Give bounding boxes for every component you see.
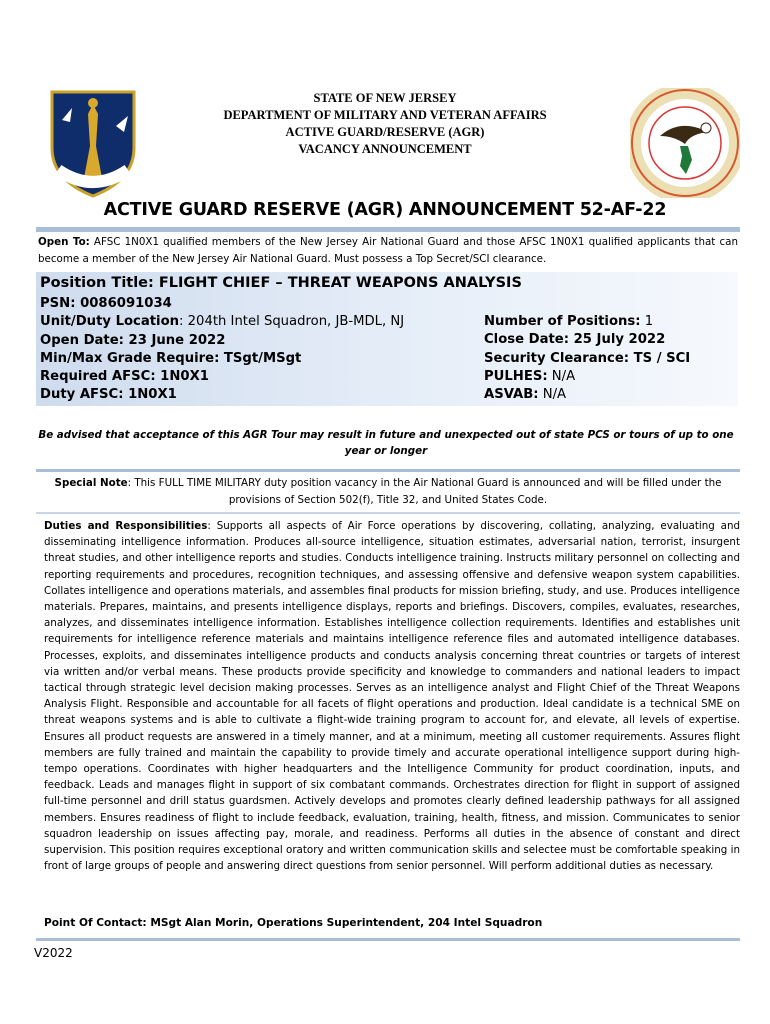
duties-label: Duties and Responsibilities xyxy=(44,520,208,532)
air-national-guard-logo xyxy=(42,86,144,198)
position-title: Position Title: FLIGHT CHIEF – THREAT WEAPONS ANALYSIS xyxy=(40,275,522,291)
duty-afsc: Duty AFSC: 1N0X1 xyxy=(40,387,177,403)
special-note-text: : This FULL TIME MILITARY duty position vacancy in the Air National Guard is announced and will be filled under the provisions of Section 502(f), Title 32, and United States Code. xyxy=(127,477,722,506)
duties-text: : Supports all aspects of Air Force operations by discovering, collating, analyzing, evaluating and disseminating intelligence information. Produces all-source intelligence, situation estimates, adversarial nation, terrorist, insurgent threat studies, and other intelligence reports and studies. Conducts intelligence training. Instructs military personnel on collecting and reporting requirements and procedures, recognition techniques, and assessing offensive and defensive weapon system capabilities. Collates intelligence and operations materials, and assembles final products for mission briefing, study, and use. Produces intelligence materials. Prepares, maintains, and presents intelligence displays, reports and briefings. Discovers, compiles, evaluates, researches, analyzes, and disseminates intelligence information. Establishes intelligence collection requirements. Identifies and establishes unit requirements for intelligence reference materials and maintains intelligence reference files and automated intelligence databases. Processes, exploits, and disseminates intelligence products and conducts analysis concerning threat countries or targets of interest via written and/or verbal means. These products provide specificity and knowledge to commanders and national leaders to impact tactical through strategic level decision making processes. Serves as an intelligence analyst and Flight Chief of the Threat Weapons Analysis Flight. Responsible and accountable for all facets of flight operations and production. Ideal candidate is a technical SME on threat weapons systems and is able to cultivate a flight-wide training program to account for, and elevate, all levels of expertise. Ensures all product requests are answered in a timely manner, and at a minimum, meeting all customer requirements. Assures flight members are fully trained and maintain the capability to provide timely and accurate operational intelligence support during high-tempo operations. Coordinates with higher headquarters and the Intelligence Community for product coordination, inputs, and feedback. Leads and manages flight in support of six combatant commands. Orchestrates direction for flight in support of assigned full-time personnel and drill status guardsmen. Actively develops and promotes clearly defined leadership pathways for all assigned members. Ensures readiness of flight to include feedback, evaluation, training, health, fitness, and mission. Communicates to senior squadron leadership on issues affecting pay, morale, and readiness. Performs all duties in the absence of constant and direct supervision. This position requires exceptional oratory and written communication skills and selectee must be comfortable speaking in front of large groups of people and answering direct questions from senior personnel. Will perform additional duties as necessary. xyxy=(44,520,741,873)
open-to-paragraph xyxy=(38,234,738,268)
header-agr: ACTIVE GUARD/RESERVE (AGR) xyxy=(285,125,485,139)
divider xyxy=(36,512,740,514)
asvab-value: N/A xyxy=(538,387,567,403)
unit-location xyxy=(40,313,404,331)
divider xyxy=(36,938,740,941)
pulhes-value: N/A xyxy=(547,368,576,384)
form-version: V2022 xyxy=(34,946,73,960)
open-to-label: Open To: xyxy=(38,236,90,248)
position-left-column xyxy=(40,295,404,405)
num-positions xyxy=(484,313,690,331)
unit-label: Unit/Duty Location xyxy=(40,314,180,330)
divider xyxy=(36,227,740,232)
grade: Min/Max Grade Require: TSgt/MSgt xyxy=(40,350,302,366)
advisory-note: Be advised that acceptance of this AGR Tour may result in future and unexpected out of state PCS or tours of up to one year or longer xyxy=(38,429,734,457)
announcement-title: ACTIVE GUARD RESERVE (AGR) ANNOUNCEMENT 52-AF-22 xyxy=(103,200,667,220)
required-afsc: Required AFSC: 1N0X1 xyxy=(40,369,209,385)
asvab-label: ASVAB: xyxy=(484,387,539,403)
divider xyxy=(36,469,740,472)
pulhes-label: PULHES: xyxy=(484,368,548,384)
header-vacancy: VACANCY ANNOUNCEMENT xyxy=(298,142,472,156)
point-of-contact: Point Of Contact: MSgt Alan Morin, Operations Superintendent, 204 Intel Squadron xyxy=(44,917,543,929)
open-date: Open Date: 23 June 2022 xyxy=(40,332,226,348)
unit-value: : 204th Intel Squadron, JB-MDL, NJ xyxy=(179,314,405,330)
special-note-label: Special Note xyxy=(54,477,128,489)
open-to-text: AFSC 1N0X1 qualified members of the New Jersey Air National Guard and those AFSC 1N0X1 qualified applicants that can become a member of the New Jersey Air National Guard. Must possess a Top Secret/SCI clearance. xyxy=(38,236,738,265)
asvab xyxy=(484,386,690,404)
num-positions-value: 1 xyxy=(640,314,654,329)
duties-paragraph xyxy=(44,518,740,874)
close-date: Close Date: 25 July 2022 xyxy=(484,332,666,348)
header-state: STATE OF NEW JERSEY xyxy=(313,91,457,105)
agency-header xyxy=(180,90,590,158)
special-note xyxy=(36,475,740,509)
nj-dmava-seal xyxy=(630,88,740,198)
num-positions-label: Number of Positions: xyxy=(484,314,641,329)
header-department: DEPARTMENT OF MILITARY AND VETERAN AFFAIRS xyxy=(223,108,547,122)
position-right-column xyxy=(484,313,690,404)
pulhes xyxy=(484,368,690,386)
psn: PSN: 0086091034 xyxy=(40,296,172,311)
security-clearance: Security Clearance: TS / SCI xyxy=(484,350,691,366)
